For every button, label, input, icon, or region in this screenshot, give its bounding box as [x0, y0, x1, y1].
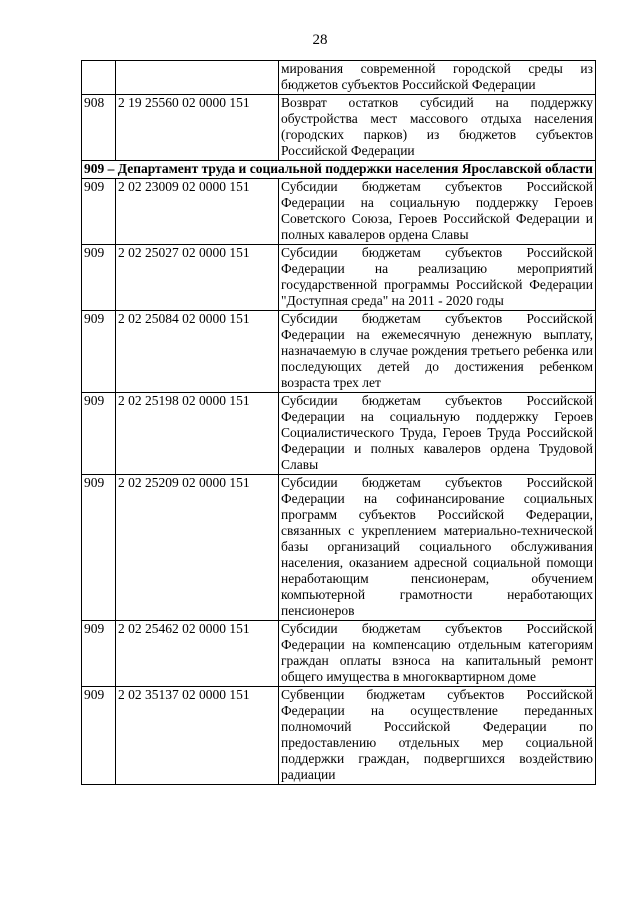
- revenue-name-cell: Субсидии бюджетам субъектов Российской Федерации на компенсацию отдельным категориям граждан оплаты взноса на капитальный ремонт общего имущества в многоквартирном доме: [279, 621, 596, 687]
- admin-code-cell: 909: [82, 393, 116, 475]
- revenue-name-cell: мирования современной городской среды из бюджетов субъектов Российской Федерации: [279, 61, 596, 95]
- table-row: [82, 95, 596, 161]
- revenue-name-cell: Субсидии бюджетам субъектов Российской Федерации на реализацию мероприятий государственной программы Российской Федерации "Доступная среда" на 2011 - 2020 годы: [279, 245, 596, 311]
- admin-code-cell: 908: [82, 95, 116, 161]
- table-row: [82, 245, 596, 311]
- budget-code-cell: 2 02 25462 02 0000 151: [116, 621, 279, 687]
- section-header: 909 – Департамент труда и социальной поддержки населения Ярославской области: [82, 161, 596, 179]
- revenue-classification-table: [81, 60, 596, 785]
- budget-code-cell: 2 02 25084 02 0000 151: [116, 311, 279, 393]
- revenue-name-cell: Субсидии бюджетам субъектов Российской Федерации на социальную поддержку Героев Советского Союза, Героев Российской Федерации и полных кавалеров ордена Славы: [279, 179, 596, 245]
- budget-code-cell: 2 02 25209 02 0000 151: [116, 475, 279, 621]
- table-row: [82, 621, 596, 687]
- admin-code-cell: 909: [82, 245, 116, 311]
- budget-code-cell: [116, 61, 279, 95]
- admin-code-cell: 909: [82, 621, 116, 687]
- table-row: [82, 475, 596, 621]
- table-row: [82, 311, 596, 393]
- admin-code-cell: 909: [82, 687, 116, 785]
- admin-code-cell: 909: [82, 475, 116, 621]
- revenue-name-cell: Субсидии бюджетам субъектов Российской Федерации на ежемесячную денежную выплату, назначаемую в случае рождения третьего ребенка или последующих детей до достижения ребенком возраста трех лет: [279, 311, 596, 393]
- admin-code-cell: 909: [82, 311, 116, 393]
- admin-code-cell: [82, 61, 116, 95]
- budget-code-cell: 2 02 25027 02 0000 151: [116, 245, 279, 311]
- table-row: [82, 179, 596, 245]
- revenue-name-cell: Субсидии бюджетам субъектов Российской Федерации на софинансирование социальных программ субъектов Российской Федерации, связанных с укреплением материально-технической базы организаций социального обслуживания населения, оказанием адресной социальной помощи неработающим пенсионерам, обучением компьютерной грамотности неработающих пенсионеров: [279, 475, 596, 621]
- revenue-name-cell: Субсидии бюджетам субъектов Российской Федерации на социальную поддержку Героев Социалистического Труда, Героев Труда Российской Федерации и полных кавалеров ордена Трудовой Славы: [279, 393, 596, 475]
- budget-code-cell: 2 02 35137 02 0000 151: [116, 687, 279, 785]
- page-number: 28: [312, 32, 328, 48]
- budget-code-cell: 2 02 23009 02 0000 151: [116, 179, 279, 245]
- budget-code-cell: 2 19 25560 02 0000 151: [116, 95, 279, 161]
- revenue-name-cell: Субвенции бюджетам субъектов Российской Федерации на осуществление переданных полномочий Российской Федерации по предоставлению отдельных мер социальной поддержки граждан, подвергшихся воздействию радиации: [279, 687, 596, 785]
- section-header-row: [82, 161, 596, 179]
- table-row: [82, 687, 596, 785]
- budget-code-cell: 2 02 25198 02 0000 151: [116, 393, 279, 475]
- revenue-name-cell: Возврат остатков субсидий на поддержку обустройства мест массового отдыха населения (городских парков) из бюджетов субъектов Российской Федерации: [279, 95, 596, 161]
- table-row: [82, 393, 596, 475]
- admin-code-cell: 909: [82, 179, 116, 245]
- table-row: [82, 61, 596, 95]
